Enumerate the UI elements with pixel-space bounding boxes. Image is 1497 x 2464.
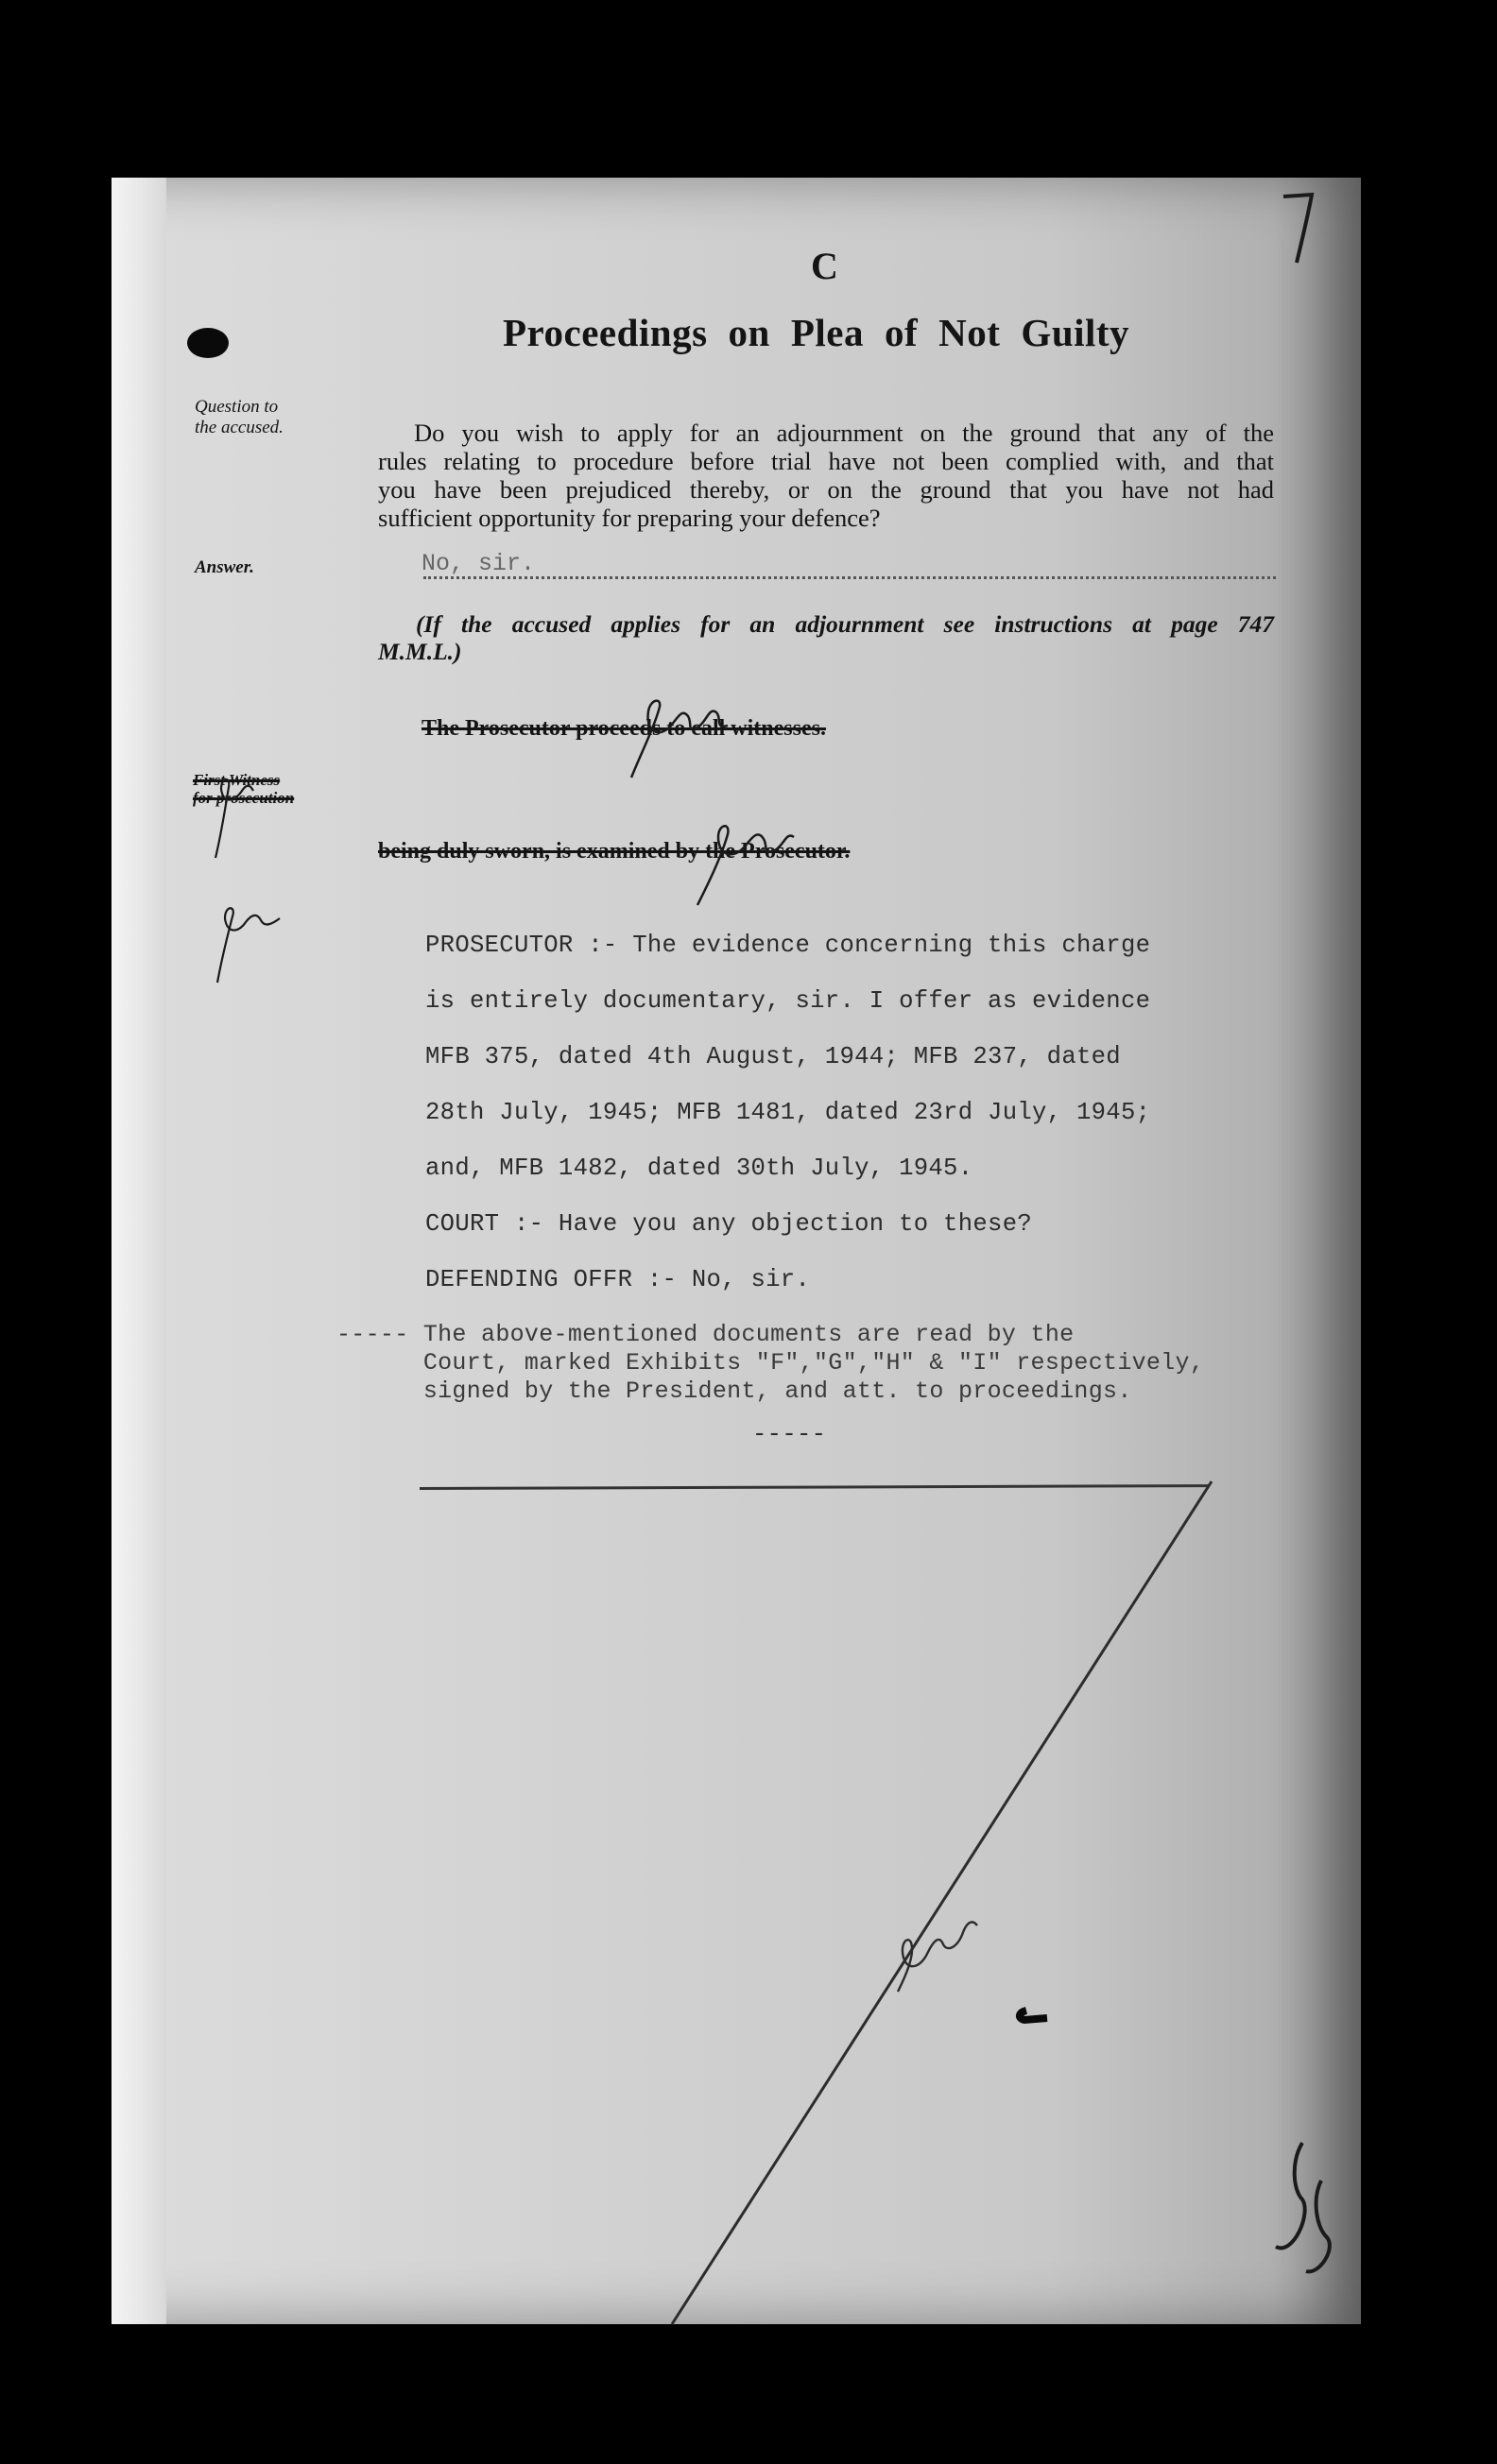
question-line: rules relating to procedure before trial have not been complied with, and that bbox=[378, 447, 1274, 475]
typed-end-mark: ----- bbox=[752, 1421, 827, 1448]
typed-note-line: Court, marked Exhibits "F","G","H" & "I" respectively, bbox=[336, 1349, 1205, 1377]
document-page bbox=[112, 178, 1361, 2324]
typed-line: COURT :- Have you any objection to these? bbox=[425, 1210, 1033, 1238]
margin-answer-label: Answer. bbox=[195, 557, 254, 577]
typed-line: MFB 375, dated 4th August, 1944; MFB 237, dated bbox=[425, 1043, 1121, 1070]
question-line: you have been prejudiced thereby, or on the ground that you have not had bbox=[378, 475, 1274, 504]
title-word: on bbox=[728, 311, 770, 354]
typed-line: DEFENDING OFFR :- No, sir. bbox=[425, 1266, 811, 1293]
margin-question-label-line: the accused. bbox=[195, 418, 284, 437]
typed-note-line: ----- The above-mentioned documents are read by the bbox=[336, 1321, 1075, 1348]
title-word: Plea bbox=[790, 311, 864, 354]
question-line: sufficient opportunity for preparing your defence? bbox=[378, 504, 881, 532]
title-word: of bbox=[885, 311, 919, 354]
closing-diagonal-strike bbox=[112, 178, 1361, 2324]
typed-line: PROSECUTOR :- The evidence concerning this charge bbox=[425, 932, 1151, 959]
corner-page-number bbox=[1265, 2124, 1340, 2284]
instruction-line: (If the accused applies for an adjournment see instructions at page 747 bbox=[416, 610, 1274, 638]
margin-question-label-line: Question to bbox=[195, 397, 279, 417]
title-word: Proceedings bbox=[503, 311, 708, 354]
margin-struck-note-line: First Witness bbox=[193, 771, 281, 789]
margin-struck-note-line: for prosecution bbox=[193, 789, 295, 807]
section-letter: C bbox=[811, 245, 838, 287]
form-line-prosecutor: The Prosecutor proceeds to call witnesses. bbox=[422, 716, 826, 741]
title-word: Not bbox=[938, 311, 1001, 354]
typed-note-line: signed by the President, and att. to proceedings. bbox=[336, 1377, 1132, 1405]
typed-line: is entirely documentary, sir. I offer as evidence bbox=[425, 987, 1151, 1015]
instruction-line: M.M.L.) bbox=[378, 638, 462, 665]
title-word: Guilty bbox=[1021, 311, 1130, 354]
typed-line: and, MFB 1482, dated 30th July, 1945. bbox=[425, 1155, 973, 1182]
form-line-sworn: being duly sworn, is examined by the Prosecutor. bbox=[378, 839, 851, 864]
question-line: Do you wish to apply for an adjournment on the ground that any of the bbox=[414, 419, 1274, 447]
corner-page-mark bbox=[1274, 187, 1331, 272]
typed-line: 28th July, 1945; MFB 1481, dated 23rd July, 1945; bbox=[425, 1099, 1151, 1126]
answer-typed: No, sir. bbox=[422, 550, 536, 577]
